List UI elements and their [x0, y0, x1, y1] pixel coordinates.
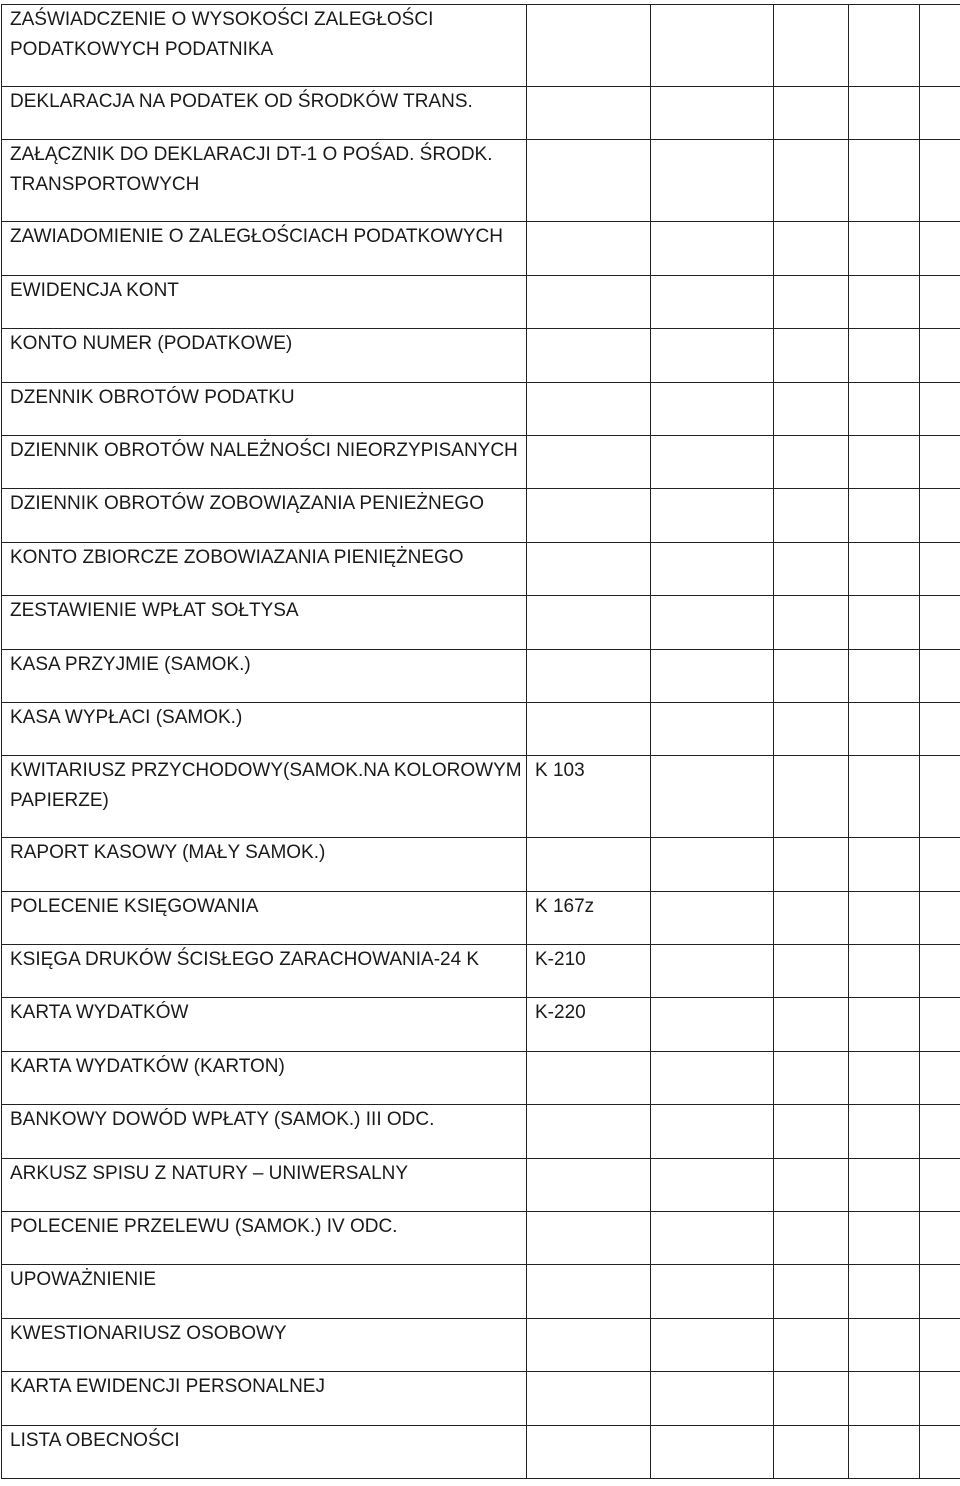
- empty-cell: [920, 1212, 960, 1265]
- form-name-cell: [2, 838, 527, 891]
- empty-cell: [920, 5, 960, 87]
- form-code-cell: [527, 435, 651, 488]
- empty-cell: [849, 838, 920, 891]
- form-code-cell: [527, 1105, 651, 1158]
- empty-cell: [849, 1051, 920, 1104]
- empty-cell: [651, 1158, 774, 1211]
- form-name-cell: [2, 489, 527, 542]
- empty-cell: [651, 1318, 774, 1371]
- empty-cell: [651, 1051, 774, 1104]
- empty-cell: [651, 5, 774, 87]
- form-name: POLECENIE PRZELEWU (SAMOK.) IV ODC.: [10, 1216, 398, 1238]
- empty-cell: [651, 596, 774, 649]
- empty-cell: [849, 1425, 920, 1478]
- empty-cell: [774, 382, 849, 435]
- form-code-cell: [527, 1318, 651, 1371]
- form-name: KONTO ZBIORCZE ZOBOWIAZANIA PIENIĘŻNEGO: [10, 546, 464, 568]
- table-row: [2, 1265, 960, 1318]
- empty-cell: [849, 435, 920, 488]
- form-code-cell: [527, 140, 651, 222]
- form-code-cell: [527, 838, 651, 891]
- form-name: KSIĘGA DRUKÓW ŚCISŁEGO ZARACHOWANIA-24 K: [10, 949, 480, 971]
- empty-cell: [774, 945, 849, 998]
- empty-cell: [849, 891, 920, 944]
- form-name: ZAWIADOMIENIE O ZALEGŁOŚCIACH PODATKOWYCH: [10, 226, 503, 248]
- empty-cell: [651, 489, 774, 542]
- empty-cell: [774, 1372, 849, 1425]
- empty-cell: [849, 382, 920, 435]
- empty-cell: [920, 702, 960, 755]
- empty-cell: [774, 1105, 849, 1158]
- empty-cell: [920, 838, 960, 891]
- empty-cell: [651, 1372, 774, 1425]
- table-row: [2, 5, 960, 87]
- empty-cell: [920, 1372, 960, 1425]
- empty-cell: [651, 1425, 774, 1478]
- empty-cell: [774, 596, 849, 649]
- empty-cell: [849, 702, 920, 755]
- form-name: ZESTAWIENIE WPŁAT SOŁTYSA: [10, 600, 299, 622]
- form-name: ZAŚWIADCZENIE O WYSOKOŚCI ZALEGŁOŚCI PODATKOWYCH PODATNIKA: [10, 9, 434, 60]
- form-name-cell: [2, 275, 527, 328]
- table-row: [2, 382, 960, 435]
- table-row: [2, 945, 960, 998]
- empty-cell: [774, 1265, 849, 1318]
- empty-cell: [651, 838, 774, 891]
- form-name: UPOWAŻNIENIE: [10, 1269, 157, 1291]
- form-name: DEKLARACJA NA PODATEK OD ŚRODKÓW TRANS.: [10, 91, 473, 112]
- form-code-cell: [527, 542, 651, 595]
- form-code-cell: [527, 756, 651, 838]
- empty-cell: [920, 329, 960, 382]
- form-code-cell: [527, 1158, 651, 1211]
- empty-cell: [920, 542, 960, 595]
- table-row: [2, 998, 960, 1051]
- table-row: [2, 275, 960, 328]
- form-code: K 167z: [535, 895, 595, 917]
- form-name-cell: [2, 329, 527, 382]
- empty-cell: [849, 542, 920, 595]
- form-name: ZAŁĄCZNIK DO DEKLARACJI DT-1 O POŚAD. ŚRODK. TRANSPORTOWYCH: [10, 144, 493, 196]
- empty-cell: [651, 329, 774, 382]
- empty-cell: [774, 998, 849, 1051]
- empty-cell: [849, 596, 920, 649]
- empty-cell: [774, 222, 849, 275]
- form-name: DZENNIK OBROTÓW PODATKU: [10, 386, 295, 408]
- empty-cell: [651, 945, 774, 998]
- table-row: [2, 756, 960, 838]
- empty-cell: [774, 1051, 849, 1104]
- form-name-cell: [2, 649, 527, 702]
- empty-cell: [651, 702, 774, 755]
- empty-cell: [920, 998, 960, 1051]
- form-name: LISTA OBECNOŚCI: [10, 1429, 180, 1451]
- empty-cell: [651, 998, 774, 1051]
- empty-cell: [849, 649, 920, 702]
- table-row: [2, 222, 960, 275]
- empty-cell: [920, 596, 960, 649]
- empty-cell: [774, 702, 849, 755]
- table-row: [2, 1105, 960, 1158]
- empty-cell: [849, 87, 920, 140]
- empty-cell: [920, 1158, 960, 1211]
- form-name-cell: [2, 1265, 527, 1318]
- empty-cell: [651, 435, 774, 488]
- form-name-cell: [2, 1425, 527, 1478]
- empty-cell: [920, 1265, 960, 1318]
- form-name: KONTO NUMER (PODATKOWE): [10, 333, 293, 355]
- form-name-cell: [2, 756, 527, 838]
- empty-cell: [651, 382, 774, 435]
- form-code-cell: [527, 275, 651, 328]
- empty-cell: [651, 1212, 774, 1265]
- form-name: DZIENNIK OBROTÓW ZOBOWIĄZANIA PENIEŻNEGO: [10, 493, 484, 515]
- empty-cell: [849, 222, 920, 275]
- empty-cell: [774, 5, 849, 87]
- form-name-cell: [2, 140, 527, 222]
- empty-cell: [774, 329, 849, 382]
- form-name: ARKUSZ SPISU Z NATURY – UNIWERSALNY: [10, 1162, 409, 1184]
- empty-cell: [774, 891, 849, 944]
- form-name-cell: [2, 5, 527, 87]
- empty-cell: [849, 1105, 920, 1158]
- table-row: [2, 1212, 960, 1265]
- form-name-cell: [2, 87, 527, 140]
- form-code-cell: [527, 998, 651, 1051]
- form-name-cell: [2, 542, 527, 595]
- form-name: KARTA WYDATKÓW: [10, 1002, 189, 1024]
- form-code: K-210: [535, 949, 586, 971]
- form-name: KARTA WYDATKÓW (KARTON): [10, 1055, 285, 1077]
- empty-cell: [920, 435, 960, 488]
- form-name: KWITARIUSZ PRZYCHODOWY(SAMOK.NA KOLOROWYM PAPIERZE): [10, 760, 522, 812]
- table-row: [2, 435, 960, 488]
- empty-cell: [920, 140, 960, 222]
- form-code-cell: [527, 945, 651, 998]
- table-row: [2, 1425, 960, 1478]
- empty-cell: [849, 329, 920, 382]
- form-name-cell: [2, 1372, 527, 1425]
- table-row: [2, 1318, 960, 1371]
- empty-cell: [920, 756, 960, 838]
- empty-cell: [774, 140, 849, 222]
- empty-cell: [849, 489, 920, 542]
- table-row: [2, 596, 960, 649]
- empty-cell: [920, 1318, 960, 1371]
- form-name: KASA WYPŁACI (SAMOK.): [10, 706, 243, 728]
- form-name-cell: [2, 222, 527, 275]
- empty-cell: [920, 87, 960, 140]
- empty-cell: [774, 542, 849, 595]
- form-code-cell: [527, 489, 651, 542]
- empty-cell: [774, 1425, 849, 1478]
- form-name: KARTA EWIDENCJI PERSONALNEJ: [10, 1376, 325, 1398]
- empty-cell: [920, 275, 960, 328]
- empty-cell: [651, 222, 774, 275]
- form-code: K 103: [535, 760, 585, 782]
- form-name-cell: [2, 596, 527, 649]
- table-row: [2, 891, 960, 944]
- table-row: [2, 838, 960, 891]
- empty-cell: [774, 1212, 849, 1265]
- table-row: [2, 87, 960, 140]
- form-code-cell: [527, 596, 651, 649]
- empty-cell: [920, 489, 960, 542]
- empty-cell: [920, 1425, 960, 1478]
- empty-cell: [774, 87, 849, 140]
- form-name: KASA PRZYJMIE (SAMOK.): [10, 653, 251, 675]
- table-row: [2, 1051, 960, 1104]
- form-code-cell: [527, 702, 651, 755]
- table-row: [2, 1158, 960, 1211]
- empty-cell: [651, 1105, 774, 1158]
- form-name-cell: [2, 1051, 527, 1104]
- empty-cell: [651, 1265, 774, 1318]
- form-name-cell: [2, 1212, 527, 1265]
- form-name: BANKOWY DOWÓD WPŁATY (SAMOK.) III ODC.: [10, 1109, 435, 1131]
- table-row: [2, 649, 960, 702]
- form-name-cell: [2, 1105, 527, 1158]
- empty-cell: [774, 1318, 849, 1371]
- form-name-cell: [2, 1158, 527, 1211]
- empty-cell: [774, 489, 849, 542]
- forms-table: [1, 4, 960, 1479]
- empty-cell: [774, 838, 849, 891]
- empty-cell: [651, 87, 774, 140]
- table-row: [2, 489, 960, 542]
- empty-cell: [849, 1318, 920, 1371]
- form-name: RAPORT KASOWY (MAŁY SAMOK.): [10, 842, 326, 864]
- form-name: EWIDENCJA KONT: [10, 279, 179, 301]
- empty-cell: [849, 275, 920, 328]
- empty-cell: [774, 1158, 849, 1211]
- empty-cell: [920, 1105, 960, 1158]
- form-code-cell: [527, 1265, 651, 1318]
- empty-cell: [651, 891, 774, 944]
- form-name: POLECENIE KSIĘGOWANIA: [10, 895, 259, 917]
- empty-cell: [774, 649, 849, 702]
- form-code-cell: [527, 5, 651, 87]
- empty-cell: [849, 998, 920, 1051]
- table-row: [2, 542, 960, 595]
- empty-cell: [651, 649, 774, 702]
- form-name-cell: [2, 382, 527, 435]
- empty-cell: [920, 382, 960, 435]
- form-name-cell: [2, 945, 527, 998]
- empty-cell: [774, 756, 849, 838]
- form-code-cell: [527, 1212, 651, 1265]
- form-name: KWESTIONARIUSZ OSOBOWY: [10, 1322, 287, 1344]
- table-row: [2, 1372, 960, 1425]
- form-name-cell: [2, 1318, 527, 1371]
- table-row: [2, 702, 960, 755]
- form-name-cell: [2, 998, 527, 1051]
- form-code-cell: [527, 382, 651, 435]
- form-code-cell: [527, 329, 651, 382]
- empty-cell: [849, 1212, 920, 1265]
- empty-cell: [651, 542, 774, 595]
- empty-cell: [920, 649, 960, 702]
- empty-cell: [651, 756, 774, 838]
- empty-cell: [651, 275, 774, 328]
- form-name-cell: [2, 891, 527, 944]
- empty-cell: [849, 140, 920, 222]
- form-code-cell: [527, 1051, 651, 1104]
- empty-cell: [920, 945, 960, 998]
- form-name-cell: [2, 435, 527, 488]
- empty-cell: [849, 945, 920, 998]
- form-code-cell: [527, 649, 651, 702]
- form-code-cell: [527, 222, 651, 275]
- form-code-cell: [527, 87, 651, 140]
- form-code: K-220: [535, 1002, 586, 1024]
- empty-cell: [920, 222, 960, 275]
- forms-table-body: [2, 5, 960, 1479]
- empty-cell: [774, 435, 849, 488]
- empty-cell: [849, 1372, 920, 1425]
- table-row: [2, 329, 960, 382]
- empty-cell: [849, 5, 920, 87]
- form-code-cell: [527, 1372, 651, 1425]
- empty-cell: [774, 275, 849, 328]
- empty-cell: [920, 1051, 960, 1104]
- form-code-cell: [527, 891, 651, 944]
- table-row: [2, 140, 960, 222]
- empty-cell: [849, 1265, 920, 1318]
- empty-cell: [849, 1158, 920, 1211]
- form-name-cell: [2, 702, 527, 755]
- empty-cell: [920, 891, 960, 944]
- form-name: DZIENNIK OBROTÓW NALEŻNOŚCI NIEORZYPISANYCH: [10, 439, 518, 461]
- empty-cell: [849, 756, 920, 838]
- form-code-cell: [527, 1425, 651, 1478]
- empty-cell: [651, 140, 774, 222]
